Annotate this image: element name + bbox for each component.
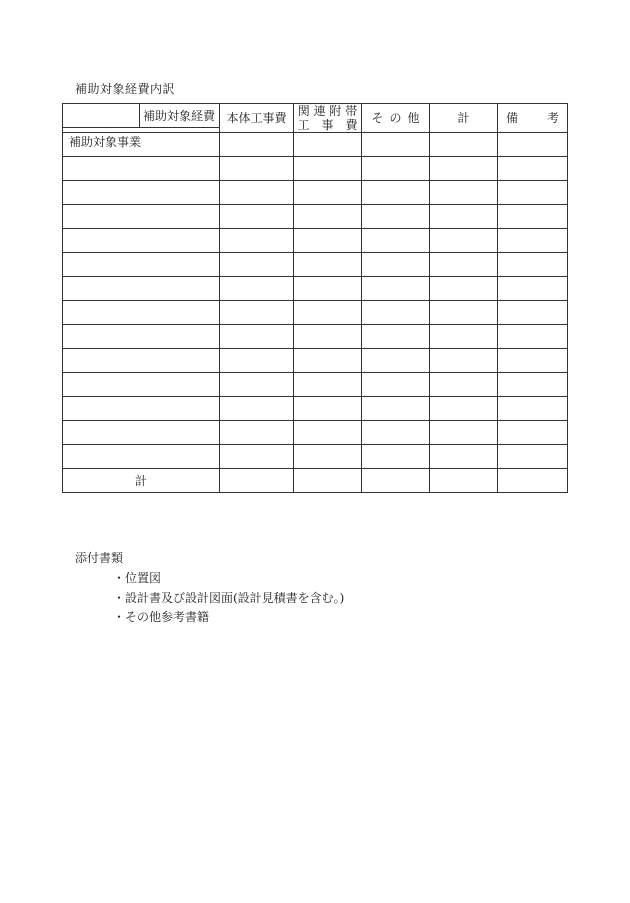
table-cell[interactable] (430, 373, 498, 397)
table-cell[interactable] (220, 373, 294, 397)
table-cell[interactable] (430, 181, 498, 205)
table-cell[interactable] (362, 253, 430, 277)
table-cell[interactable] (362, 349, 430, 373)
table-row (63, 373, 568, 397)
table-cell[interactable] (220, 229, 294, 253)
table-cell[interactable] (220, 397, 294, 421)
attachments-list (113, 569, 344, 628)
table-header-row (63, 104, 568, 133)
table-cell[interactable] (430, 133, 498, 157)
table-cell[interactable] (498, 133, 568, 157)
table-cell[interactable] (430, 397, 498, 421)
table-row (63, 229, 568, 253)
header-corner-cell (63, 104, 220, 149)
table-cell[interactable] (498, 373, 568, 397)
attachments-title: 添付書類 (75, 551, 124, 565)
table-cell[interactable] (63, 277, 220, 301)
table-cell[interactable] (220, 181, 294, 205)
table-row (63, 301, 568, 325)
table-cell[interactable] (362, 373, 430, 397)
table-cell[interactable] (430, 205, 498, 229)
header-biko: 備 考 (498, 104, 568, 133)
table-row (63, 349, 568, 373)
expense-breakdown-table (62, 103, 568, 493)
total-row (63, 469, 568, 493)
table-row (63, 397, 568, 421)
corner-bottom-label: 補助対象事業 (69, 135, 142, 149)
table-cell[interactable] (294, 277, 362, 301)
header-kanren (294, 104, 362, 133)
table-cell[interactable] (220, 157, 294, 181)
attachment-item: ・その他参考書籍 (113, 610, 210, 624)
table-cell[interactable] (294, 157, 362, 181)
table-cell[interactable] (362, 133, 430, 157)
header-kanren-line2: 工 事 費 (297, 118, 358, 132)
table-cell[interactable] (362, 445, 430, 469)
table-cell[interactable] (362, 205, 430, 229)
table-cell[interactable] (220, 325, 294, 349)
table-cell[interactable] (430, 349, 498, 373)
table-cell[interactable] (498, 445, 568, 469)
table-cell[interactable] (430, 445, 498, 469)
corner-blank-cell (63, 104, 140, 127)
table-cell[interactable] (362, 181, 430, 205)
header-sonota: そ の 他 (362, 104, 430, 133)
total-label: 計 (63, 469, 220, 493)
table-cell[interactable] (498, 397, 568, 421)
table-cell[interactable] (362, 421, 430, 445)
table-cell[interactable] (498, 421, 568, 445)
table-cell[interactable] (63, 397, 220, 421)
header-kei: 計 (430, 104, 498, 133)
table-cell[interactable] (220, 445, 294, 469)
table-cell[interactable] (63, 229, 220, 253)
table-cell[interactable] (498, 325, 568, 349)
table-cell[interactable] (430, 157, 498, 181)
table-cell[interactable] (498, 181, 568, 205)
table-cell[interactable] (294, 397, 362, 421)
table-cell[interactable] (294, 301, 362, 325)
table-cell[interactable] (362, 469, 430, 493)
table-cell[interactable] (498, 157, 568, 181)
table-row (63, 325, 568, 349)
table-cell[interactable] (294, 421, 362, 445)
table-cell[interactable] (498, 253, 568, 277)
table-cell[interactable] (294, 133, 362, 157)
header-kanren-line1: 関 連 附 帯 (297, 104, 358, 118)
table-row (63, 205, 568, 229)
table-cell[interactable] (63, 157, 220, 181)
table-cell[interactable] (220, 133, 294, 157)
table-cell[interactable] (294, 181, 362, 205)
attachment-item: ・位置図 (113, 571, 162, 585)
attachment-item: ・設計書及び設計図面(設計見積書を含む。) (113, 590, 345, 605)
table-cell[interactable] (430, 421, 498, 445)
table-cell[interactable] (498, 469, 568, 493)
table-cell[interactable] (63, 325, 220, 349)
table-cell[interactable] (294, 253, 362, 277)
table-cell[interactable] (430, 253, 498, 277)
page-title: 補助対象経費内訳 (75, 82, 176, 96)
table-cell[interactable] (430, 325, 498, 349)
table-cell[interactable] (63, 421, 220, 445)
table-cell[interactable] (498, 301, 568, 325)
table-cell[interactable] (294, 325, 362, 349)
table-cell[interactable] (63, 181, 220, 205)
table-cell[interactable] (498, 205, 568, 229)
table-cell[interactable] (63, 253, 220, 277)
table-cell[interactable] (220, 253, 294, 277)
table-cell[interactable] (498, 277, 568, 301)
table-cell[interactable] (63, 445, 220, 469)
table-cell[interactable] (63, 301, 220, 325)
table-row (63, 277, 568, 301)
table-cell[interactable] (220, 421, 294, 445)
table-cell[interactable] (362, 397, 430, 421)
table-cell[interactable] (362, 229, 430, 253)
table-cell[interactable] (498, 349, 568, 373)
table-cell[interactable] (430, 301, 498, 325)
table-cell[interactable] (63, 205, 220, 229)
table-cell[interactable] (362, 277, 430, 301)
table-cell[interactable] (362, 301, 430, 325)
table-cell[interactable] (430, 277, 498, 301)
table-cell[interactable] (220, 349, 294, 373)
corner-top-label: 補助対象経費 (142, 109, 215, 123)
table-cell[interactable] (63, 349, 220, 373)
table-cell[interactable] (362, 157, 430, 181)
table-cell[interactable] (220, 205, 294, 229)
table-row (63, 445, 568, 469)
table-cell[interactable] (63, 373, 220, 397)
table-cell[interactable] (294, 205, 362, 229)
table-cell[interactable] (294, 469, 362, 493)
table-cell[interactable] (498, 229, 568, 253)
table-cell[interactable] (430, 469, 498, 493)
table-row (63, 157, 568, 181)
table-cell[interactable] (294, 229, 362, 253)
table-cell[interactable] (220, 277, 294, 301)
table-row (63, 253, 568, 277)
table-cell[interactable] (430, 229, 498, 253)
table-cell[interactable] (362, 325, 430, 349)
table-row (63, 181, 568, 205)
table-cell[interactable] (294, 349, 362, 373)
table-cell[interactable] (220, 469, 294, 493)
header-honntai: 本体工事費 (220, 104, 294, 133)
table-cell[interactable] (220, 301, 294, 325)
table-cell[interactable] (294, 445, 362, 469)
table-cell[interactable] (294, 373, 362, 397)
table-row (63, 421, 568, 445)
